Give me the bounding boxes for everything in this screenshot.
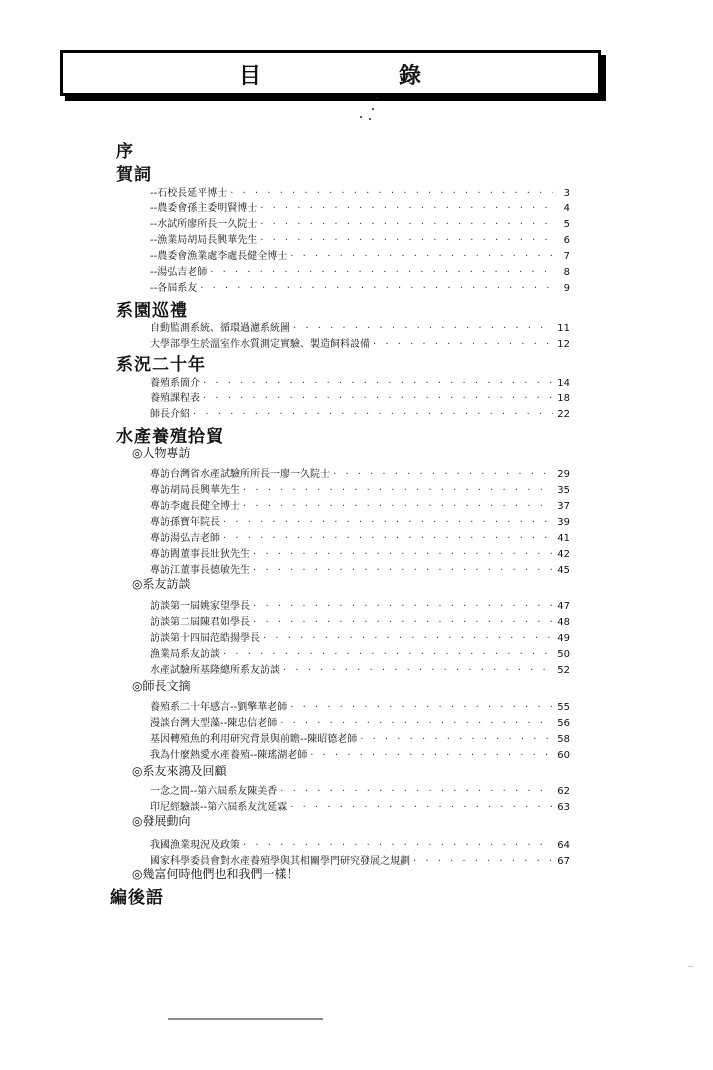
scan-speck xyxy=(376,97,378,99)
toc-entry: 專訪胡局長興華先生 · · · 35 xyxy=(150,481,570,496)
toc-entry: --水試所廖所長一久院士 · · · 5 xyxy=(150,215,570,230)
section-afterword: 編後語 xyxy=(110,888,164,908)
toc-entry: 自動監測系統、循環過濾系統圖 · · · 11 xyxy=(150,319,570,334)
toc-entry: 養殖系二十年感言--劉擎華老師 · · · 55 xyxy=(150,698,570,713)
toc-entry: 基因轉殖魚的利用研究背景與前瞻--陳昭德老師 · · · 58 xyxy=(150,730,570,745)
toc-entry: 大學部學生於溫室作水質測定實驗、製造飼料設備 · · · 12 xyxy=(150,335,570,350)
subsection-alumni: ◎系友訪談 xyxy=(132,577,191,591)
scan-speck xyxy=(369,118,371,120)
toc-title-box xyxy=(60,50,601,96)
subsection-teachers: ◎師長文摘 xyxy=(132,679,191,693)
scan-speck xyxy=(372,108,374,110)
section-twenty: 系況二十年 xyxy=(116,355,206,375)
subsection-letters: ◎系友來鴻及回顧 xyxy=(132,764,227,778)
toc-entry: 專訪江董事長德敏先生 · · · 45 xyxy=(150,561,570,576)
subsection-when: ◎幾富何時他們也和我們一樣！ xyxy=(132,867,299,881)
toc-entry: 師長介紹 · · · 22 xyxy=(150,405,570,420)
toc-entry: --農委會孫主委明賢博士 · · · 4 xyxy=(150,199,570,214)
toc-entry: 訪談第十四屆范皓揚學長 · · · 49 xyxy=(150,629,570,644)
subsection-people: ◎人物專訪 xyxy=(132,446,191,460)
toc-entry: 訪談第一屆姚家望學長 · · · 47 xyxy=(150,597,570,612)
toc-entry: 專訪台灣省水產試驗所所長一廖一久院士 · · · 29 xyxy=(150,465,570,480)
bottom-rule xyxy=(168,1018,323,1020)
section-tour: 系園巡禮 xyxy=(116,301,188,321)
section-aquaculture: 水產養殖拾貿 xyxy=(116,427,224,447)
toc-entry: --石校長延平博士 · · · 3 xyxy=(150,184,570,199)
toc-entry: 養殖課程表 · · · 18 xyxy=(150,389,570,404)
toc-entry: 專訪孫寶年院長 · · · 39 xyxy=(150,513,570,528)
toc-entry: --漁業局胡局長興華先生 · · · 6 xyxy=(150,231,570,246)
scan-mark xyxy=(688,966,694,967)
section-preface: 序 xyxy=(116,142,134,162)
toc-entry: --湯弘吉老師 · · · 8 xyxy=(150,263,570,278)
toc-entry: --農委會漁業處李處長健全博士 · · · 7 xyxy=(150,247,570,262)
toc-entry: 國家科學委員會對水產養殖學與其相關學門研究發展之規劃 · · · 67 xyxy=(150,852,570,867)
subsection-trends: ◎發展動向 xyxy=(132,814,191,828)
toc-entry: 一念之間--第六屆系友陳美香 · · · 62 xyxy=(150,782,570,797)
section-congrats: 賀詞 xyxy=(116,165,152,185)
toc-entry: --各屆系友 · · · 9 xyxy=(150,279,570,294)
toc-entry: 漁業局系友訪談 · · · 50 xyxy=(150,645,570,660)
toc-entry: 專訪閻董事長壯狄先生 · · · 42 xyxy=(150,545,570,560)
toc-entry: 養殖系簡介 · · · 14 xyxy=(150,374,570,389)
toc-entry: 我國漁業現況及政策 · · · 64 xyxy=(150,836,570,851)
toc-entry: 專訪李處長健全博士 · · · 37 xyxy=(150,497,570,512)
toc-entry: 漫談台灣大型藻--陳忠信老師 · · · 56 xyxy=(150,714,570,729)
toc-entry: 印尼經驗談--第六屆系友沈延霖 · · · 63 xyxy=(150,798,570,813)
scan-speck xyxy=(360,116,362,118)
toc-entry: 訪談第二屆陳君如學長 · · · 48 xyxy=(150,613,570,628)
page-title-char-2: 錄 xyxy=(399,64,422,89)
page-title-char-1: 目 xyxy=(239,64,262,89)
toc-entry: 專訪湯弘吉老師 · · · 41 xyxy=(150,529,570,544)
toc-entry: 我為什麼熱愛水產養殖--陳瑤湖老師 · · · 60 xyxy=(150,746,570,761)
toc-entry: 水產試驗所基隆總所系友訪談 · · · 52 xyxy=(150,661,570,676)
